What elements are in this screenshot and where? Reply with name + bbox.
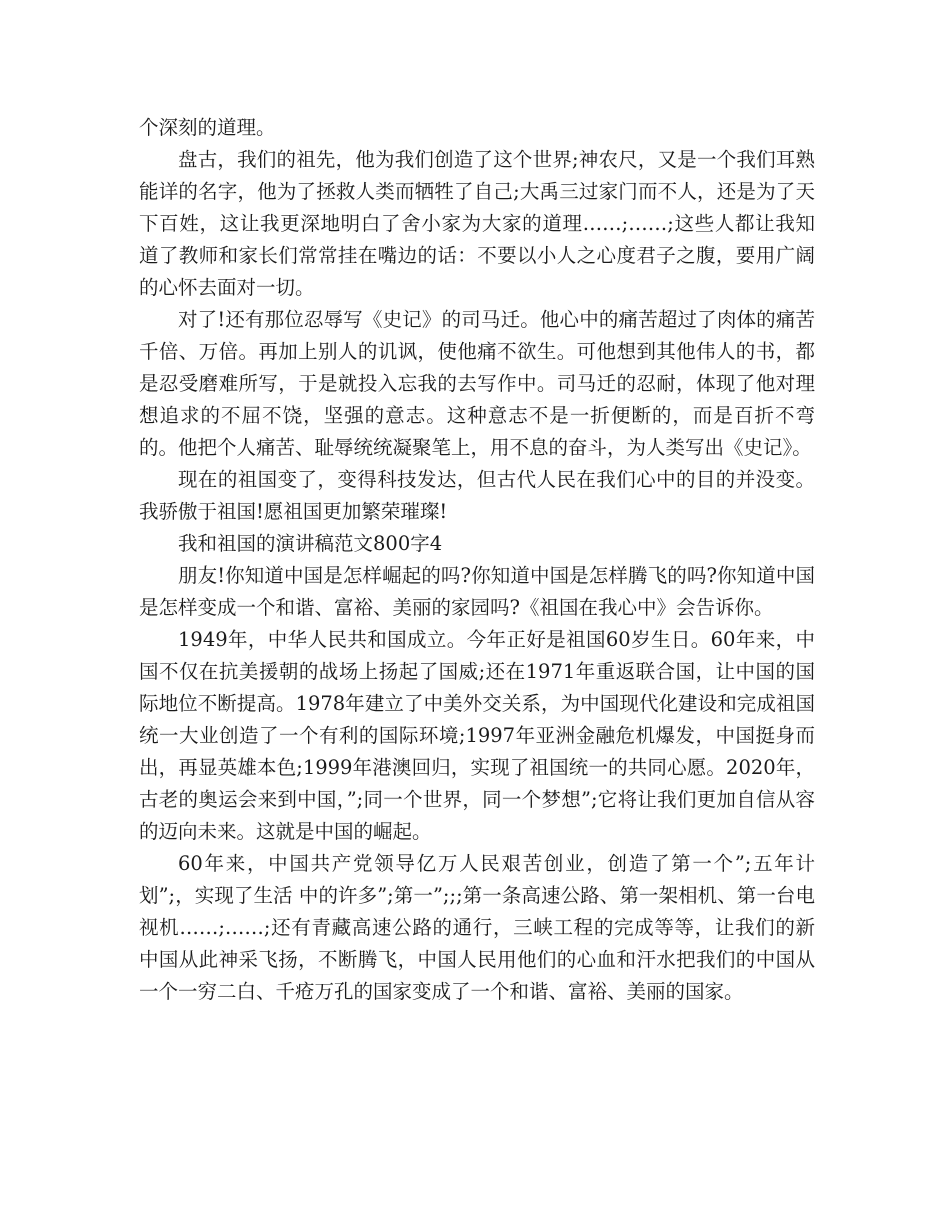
paragraph-pangu: 盘古，我们的祖先，他为我们创造了这个世界;神农尺，又是一个我们耳熟能详的名字，他为了拯救人类而牺牲了自己;大禹三过家门而不人，还是为了天下百姓，这让我更深地明白了舍小家为大家的道理……;……;这些人都让我知道了教师和家长们常常挂在嘴边的话：不要以小人之心度君子之腹，要用广阔的心怀去面对一切。: [139, 148, 815, 299]
paragraph-sima-qian: 对了!还有那位忍辱写《史记》的司马迁。他心中的痛苦超过了肉体的痛苦千倍、万倍。再加上别人的讥讽，使他痛不欲生。可他想到其他伟人的书，都是忍受磨难所写，于是就投入忘我的去写作中。司马迁的忍耐，体现了他对理想追求的不屈不饶，坚强的意志。这种意志不是一折便断的，而是百折不弯的。他把个人痛苦、耻辱统统凝聚笔上，用不息的奋斗，为人类写出《史记》。: [139, 308, 815, 459]
paragraph-motherland-changed: 现在的祖国变了，变得科技发达，但古代人民在我们心中的目的并没变。我骄傲于祖国!愿祖国更加繁荣璀璨!: [139, 468, 815, 523]
section-heading: 我和祖国的演讲稿范文800字4: [178, 532, 443, 555]
paragraph-friends: 朋友!你知道中国是怎样崛起的吗?你知道中国是怎样腾飞的吗?你知道中国是怎样变成一个和谐、富裕、美丽的家园吗?《祖国在我心中》会告诉你。: [139, 564, 815, 619]
document-body: [139, 112, 815, 1008]
paragraph-60-years: 60年来，中国共产党领导亿万人民艰苦创业，创造了第一个”;五年计划”;，实现了生活 中的许多”;第一”;;;第一条高速公路、第一架相机、第一台电视机……;……;还有青藏高速公路的通行，三峡工程的完成等等，让我们的新中国从此神采飞扬，不断腾飞，中国人民用他们的心血和汗水把我们的中国从一个一穷二白、千疮万孔的国家变成了一个和谐、富裕、美丽的国家。: [139, 852, 815, 1003]
paragraph-1949: 1949年，中华人民共和国成立。今年正好是祖国60岁生日。60年来，中国不仅在抗美援朝的战场上扬起了国威;还在1971年重返联合国，让中国的国际地位不断提高。1978年建立了中美外交关系，为中国现代化建设和完成祖国统一大业创造了一个有利的国际环境;1997年亚洲金融危机爆发，中国挺身而出，再显英雄本色;1999年港澳回归，实现了祖国统一的共同心愿。2020年，古老的奥运会来到中国，”;同一个世界，同一个梦想”;它将让我们更加自信从容的迈向未来。这就是中国的崛起。: [139, 628, 815, 843]
paragraph-continuation: 个深刻的道理。: [139, 116, 276, 139]
